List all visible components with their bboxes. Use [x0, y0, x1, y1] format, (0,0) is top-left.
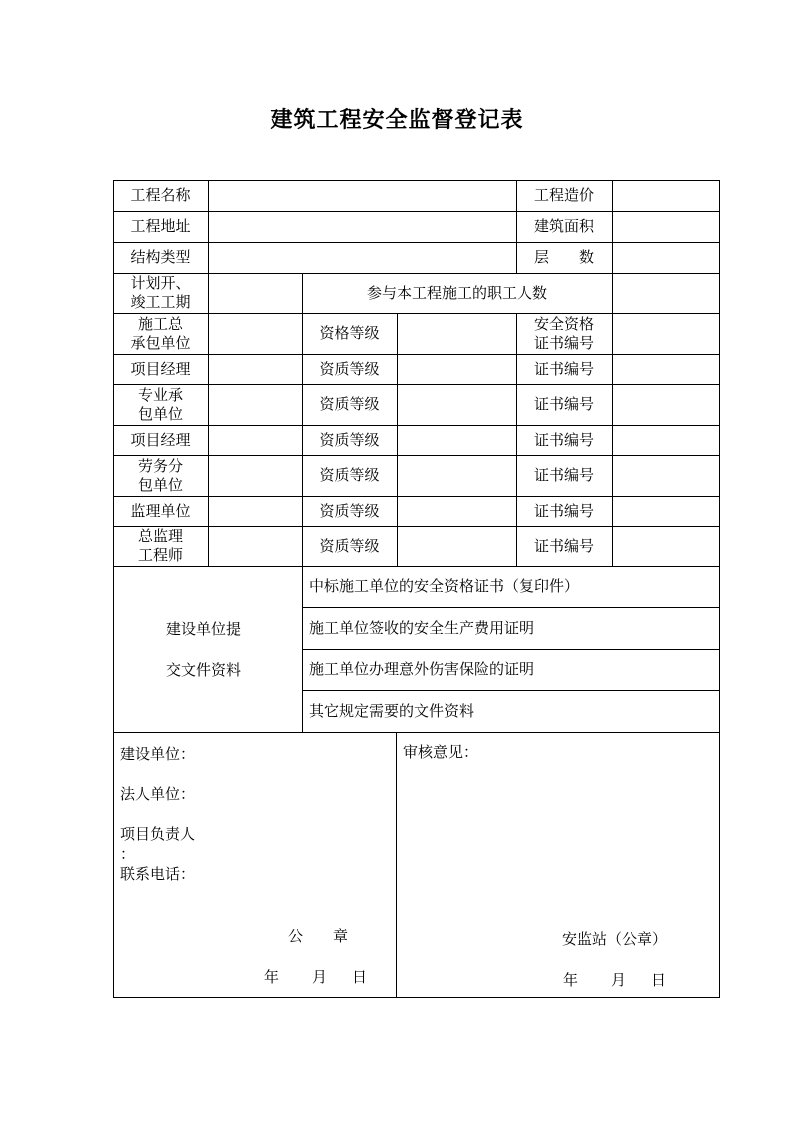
- label-general-contractor: 施工总 承包单位: [130, 314, 191, 352]
- label-project-manager: 项目经理: [130, 430, 191, 449]
- date-year: 年: [563, 971, 579, 989]
- label-quality-level: 资质等级: [319, 359, 380, 378]
- label-workers-count: 参与本工程施工的职工人数: [366, 283, 547, 302]
- document-item: 施工单位签收的安全生产费用证明: [309, 618, 535, 637]
- label-legal-unit: 法人单位：: [120, 785, 196, 803]
- label-construction-unit: 建设单位：: [120, 745, 196, 763]
- label-labor-subcontractor: 劳务分 包单位: [137, 456, 183, 494]
- label-specialty-contractor: 专业承 包单位: [137, 385, 183, 423]
- label-supervision-unit: 监理单位: [130, 501, 191, 520]
- label-phone: 联系电话：: [120, 865, 196, 883]
- label-building-area: 建筑面积: [533, 217, 594, 235]
- label-project-manager: 项目经理: [130, 359, 191, 378]
- date-month: 月: [611, 971, 627, 989]
- label-quality-level: 资质等级: [319, 536, 380, 555]
- date-year: 年: [264, 968, 280, 986]
- grid-line: [113, 732, 720, 733]
- label-cert-no: 证书编号: [533, 395, 594, 413]
- label-quality-level: 资质等级: [319, 466, 380, 484]
- label-quality-level: 资质等级: [319, 395, 380, 413]
- date-month: 月: [312, 968, 328, 986]
- station-seal-label: 安监站（公章）: [562, 930, 668, 948]
- label-plan-dates: 计划开、 竣工工期: [130, 274, 191, 311]
- label-submitted-docs: 建设单位提: [166, 620, 242, 638]
- date-day: 日: [651, 971, 667, 989]
- label-quality-level: 资质等级: [319, 501, 380, 520]
- label-chief-supervisor: 总监理 工程师: [137, 527, 183, 564]
- grid-line: [612, 180, 613, 566]
- label-project-address: 工程地址: [130, 217, 191, 235]
- label-qualification-level: 资格等级: [319, 324, 380, 342]
- grid-line: [397, 313, 398, 566]
- label-safety-cert-no: 安全资格 证书编号: [533, 314, 594, 352]
- label-cert-no: 证书编号: [533, 359, 594, 378]
- label-cert-no: 证书编号: [533, 501, 594, 520]
- grid-line: [208, 273, 209, 566]
- grid-line: [208, 180, 209, 273]
- grid-line: [396, 732, 397, 998]
- label-floors: 层 数: [533, 248, 594, 266]
- label-project-leader: 项目负责人: [120, 825, 196, 843]
- label-project-cost: 工程造价: [533, 186, 594, 204]
- form-title: 建筑工程安全监督登记表: [270, 107, 524, 133]
- label-cert-no: 证书编号: [533, 536, 594, 555]
- label-cert-no: 证书编号: [533, 430, 594, 449]
- document-item: 其它规定需要的文件资料: [309, 701, 475, 720]
- document-item: 中标施工单位的安全资格证书（复印件）: [309, 577, 580, 595]
- label-submitted-docs: 交文件资料: [166, 661, 242, 679]
- label-review-opinion: 审核意见：: [403, 743, 479, 761]
- document-item: 施工单位办理意外伤害保险的证明: [309, 660, 535, 678]
- label-quality-level: 资质等级: [319, 430, 380, 449]
- label-structure-type: 结构类型: [130, 248, 191, 266]
- label-colon: ：: [120, 845, 136, 863]
- seal-label: 公 章: [288, 927, 349, 945]
- label-project-name: 工程名称: [130, 186, 191, 204]
- label-cert-no: 证书编号: [533, 466, 594, 484]
- date-day: 日: [352, 968, 368, 986]
